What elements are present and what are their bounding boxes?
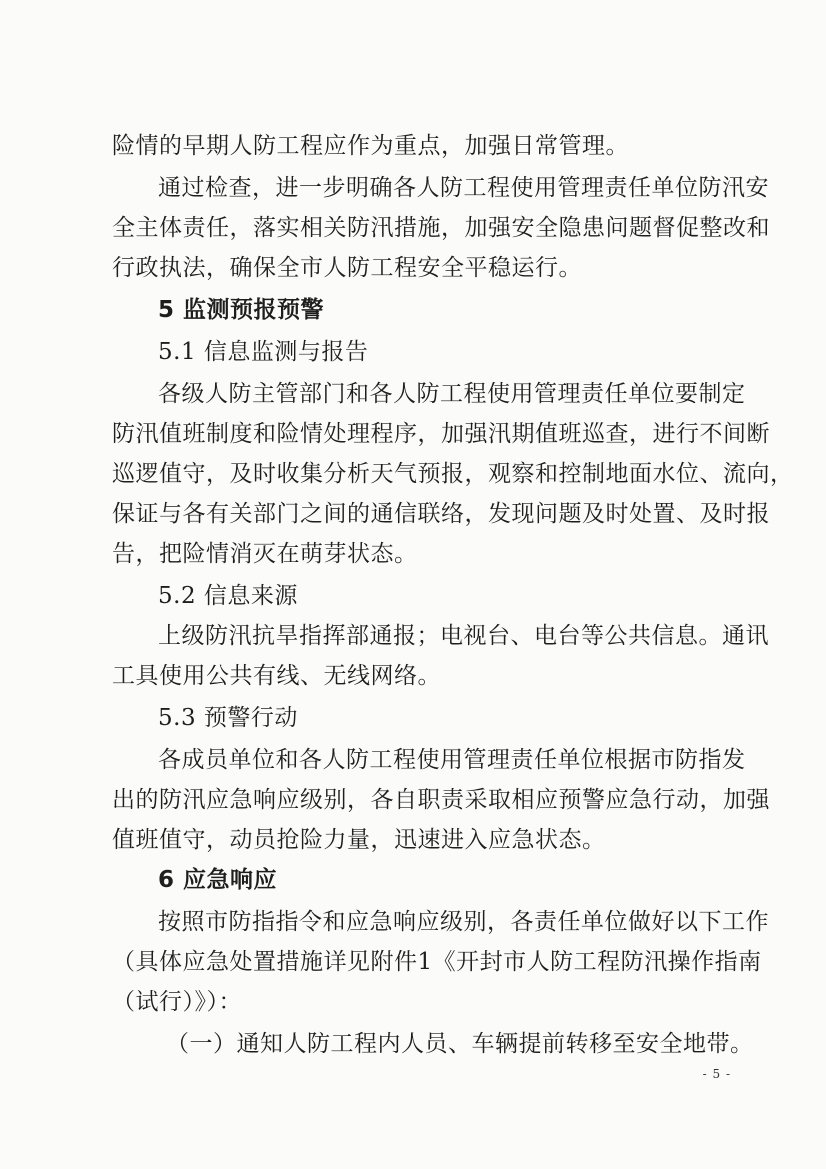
paragraph-line: 通过检查，进一步明确各人防工程使用管理责任单位防汛安 <box>158 175 769 201</box>
list-item: （一）通知人防工程内人员、车辆提前转移至安全地带。 <box>166 1031 754 1057</box>
paragraph-line: 出的防汛应急响应级别，各自职责采取相应预警应急行动，加强 <box>112 787 770 813</box>
paragraph-line: 险情的早期人防工程应作为重点，加强日常管理。 <box>112 133 629 159</box>
paragraph-line: 按照市防指指令和应急响应级别，各责任单位做好以下工作 <box>158 909 769 935</box>
paragraph-line: 防汛值班制度和险情处理程序，加强汛期值班巡查，进行不间断 <box>112 421 770 447</box>
paragraph-line: 上级防汛抗旱指挥部通报；电视台、电台等公共信息。通讯 <box>158 623 769 649</box>
paragraph-line: （试行）》）： <box>112 989 242 1015</box>
paragraph-line: 巡逻值守，及时收集分析天气预报，观察和控制地面水位、流向， <box>112 461 794 487</box>
paragraph-line: 各级人防主管部门和各人防工程使用管理责任单位要制定 <box>158 381 746 407</box>
section-heading: 6 应急响应 <box>158 867 278 893</box>
paragraph-line: 保证与各有关部门之间的通信联络，发现问题及时处置、及时报 <box>112 501 770 527</box>
section-heading: 5 监测预报预警 <box>158 297 325 323</box>
page-number: - 5 - <box>702 1067 731 1081</box>
subsection-heading: 5.3 预警行动 <box>158 705 298 731</box>
paragraph-line: 工具使用公共有线、无线网络。 <box>112 663 441 689</box>
subsection-heading: 5.2 信息来源 <box>158 583 298 609</box>
paragraph-line: 全主体责任，落实相关防汛措施，加强安全隐患问题督促整改和 <box>112 215 770 241</box>
paragraph-line: 告，把险情消灭在萌芽状态。 <box>112 541 418 567</box>
paragraph-line: 值班值守，动员抢险力量，迅速进入应急状态。 <box>112 827 606 853</box>
subsection-heading: 5.1 信息监测与报告 <box>158 339 369 365</box>
paragraph-line: 行政执法，确保全市人防工程安全平稳运行。 <box>112 255 582 281</box>
paragraph-line: （具体应急处置措施详见附件1《开封市人防工程防汛操作指南 <box>112 949 762 975</box>
paragraph-line: 各成员单位和各人防工程使用管理责任单位根据市防指发 <box>158 747 746 773</box>
